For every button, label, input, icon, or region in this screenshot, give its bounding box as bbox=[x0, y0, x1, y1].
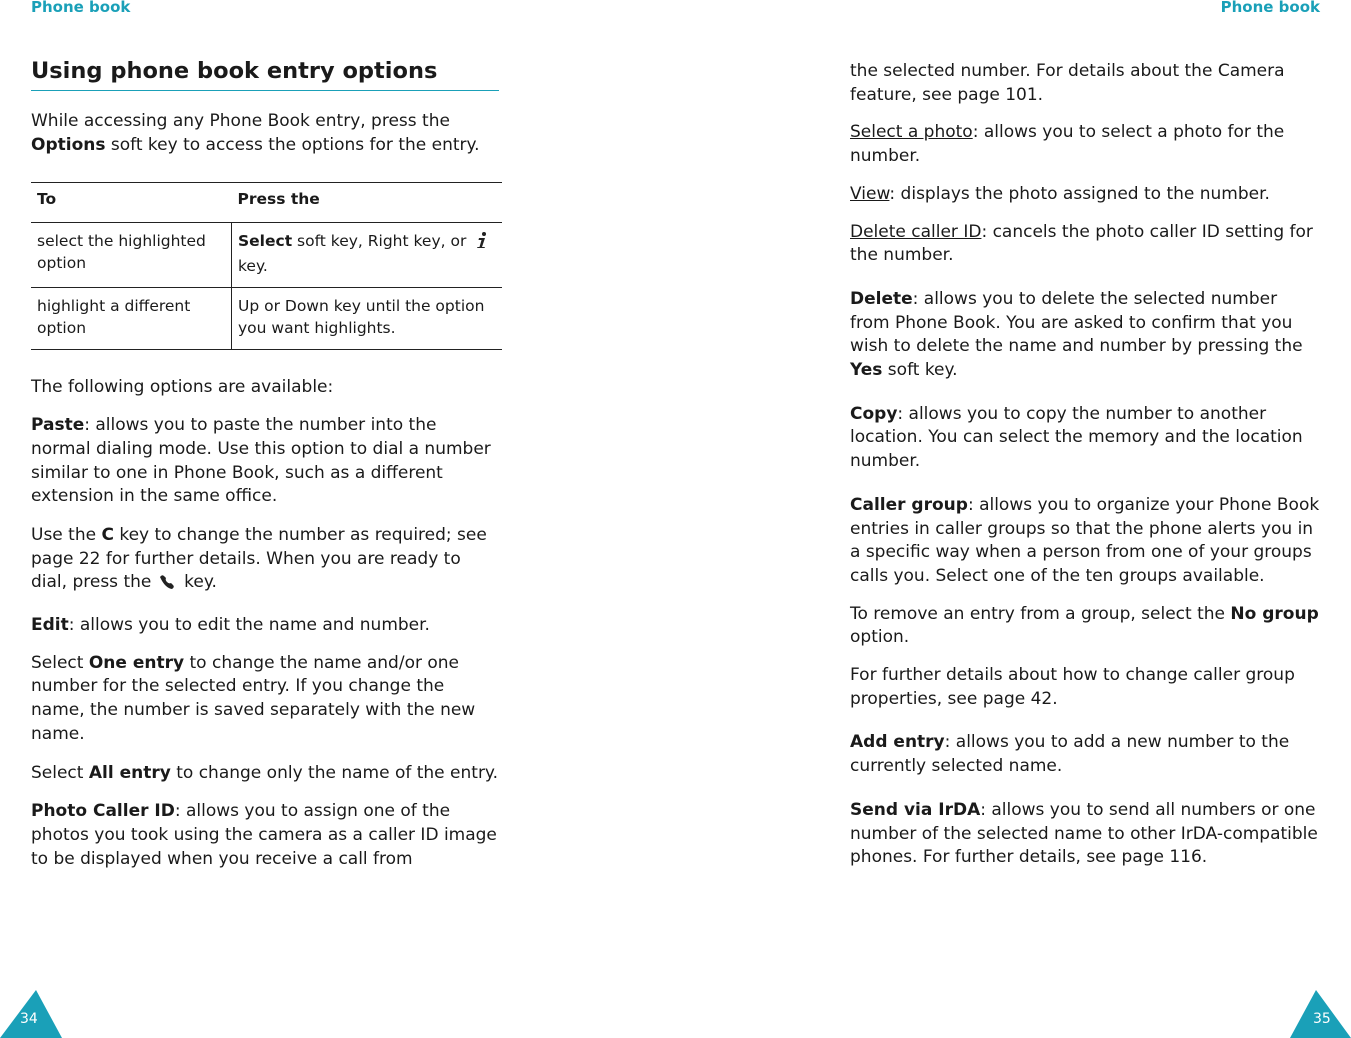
table-header-to: To bbox=[37, 190, 57, 209]
one-entry-paragraph: Select One entry to change the name and/or one number for the selected entry. If you change the name, the number is saved separately with the new name. bbox=[31, 652, 476, 744]
photo-caller-id-paragraph: Photo Caller ID: allows you to assign one of the photos you took using the camera as a caller ID image to be displayed when you receive a call from bbox=[31, 801, 497, 869]
page-number-left: 34 bbox=[20, 1011, 38, 1027]
running-header-left: Phone book bbox=[31, 0, 131, 16]
available-options-text: The following options are available: bbox=[31, 377, 334, 398]
table-header-press: Press the bbox=[237, 190, 320, 209]
left-page-column bbox=[31, 58, 501, 871]
use-c-paragraph: Use the C key to change the number as required; see page 22 for further details. When you are ready to dial, press the key. bbox=[31, 524, 501, 598]
paste-paragraph: Paste: allows you to paste the number into the normal dialing mode. Use this option to dial a number similar to one in Phone Book, such as a different extension in the same office. bbox=[31, 415, 491, 507]
info-key-icon bbox=[471, 231, 493, 255]
table-row: highlight a different option Up or Down key until the option you want highlights. bbox=[31, 288, 502, 350]
table-row: select the highlighted option Select soft key, Right key, or key. bbox=[31, 223, 502, 288]
view-paragraph: View: displays the photo assigned to the number. bbox=[850, 183, 1270, 204]
further-details-paragraph: For further details about how to change caller group properties, see page 42. bbox=[850, 665, 1295, 709]
continued-paragraph: the selected number. For details about the Camera feature, see page 101. bbox=[850, 61, 1285, 105]
page-number-right: 35 bbox=[1313, 1011, 1331, 1027]
delete-caller-id-paragraph: Delete caller ID: cancels the photo caller ID setting for the number. bbox=[850, 221, 1313, 266]
options-key-table bbox=[31, 182, 502, 350]
remove-group-paragraph: To remove an entry from a group, select the No group option. bbox=[850, 603, 1319, 648]
all-entry-paragraph: Select All entry to change only the name of the entry. bbox=[31, 762, 498, 783]
send-key-icon bbox=[157, 572, 179, 598]
select-photo-paragraph: Select a photo: allows you to select a photo for the number. bbox=[850, 122, 1285, 167]
send-irda-paragraph: Send via IrDA: allows you to send all numbers or one number of the selected name to other IrDA-compatible phones. For further details, see page 116. bbox=[850, 799, 1318, 868]
intro-paragraph: While accessing any Phone Book entry, press the Options soft key to access the options for the entry. bbox=[31, 111, 480, 155]
edit-paragraph: Edit: allows you to edit the name and number. bbox=[31, 615, 430, 636]
delete-paragraph: Delete: allows you to delete the selected number from Phone Book. You are asked to confirm that you wish to delete the name and number by pressing the Yes soft key. bbox=[850, 288, 1303, 381]
running-header-right: Phone book bbox=[1220, 0, 1320, 16]
copy-paragraph: Copy: allows you to copy the number to another location. You can select the memory and the location number. bbox=[850, 403, 1303, 472]
right-page-column bbox=[850, 60, 1320, 870]
caller-group-paragraph: Caller group: allows you to organize your Phone Book entries in caller groups so that the phone alerts you in a specific way when a person from one of your groups calls you. Select one of the ten groups available. bbox=[850, 494, 1320, 586]
add-entry-paragraph: Add entry: allows you to add a new number to the currently selected name. bbox=[850, 732, 1290, 777]
section-title: Using phone book entry options bbox=[31, 58, 499, 91]
